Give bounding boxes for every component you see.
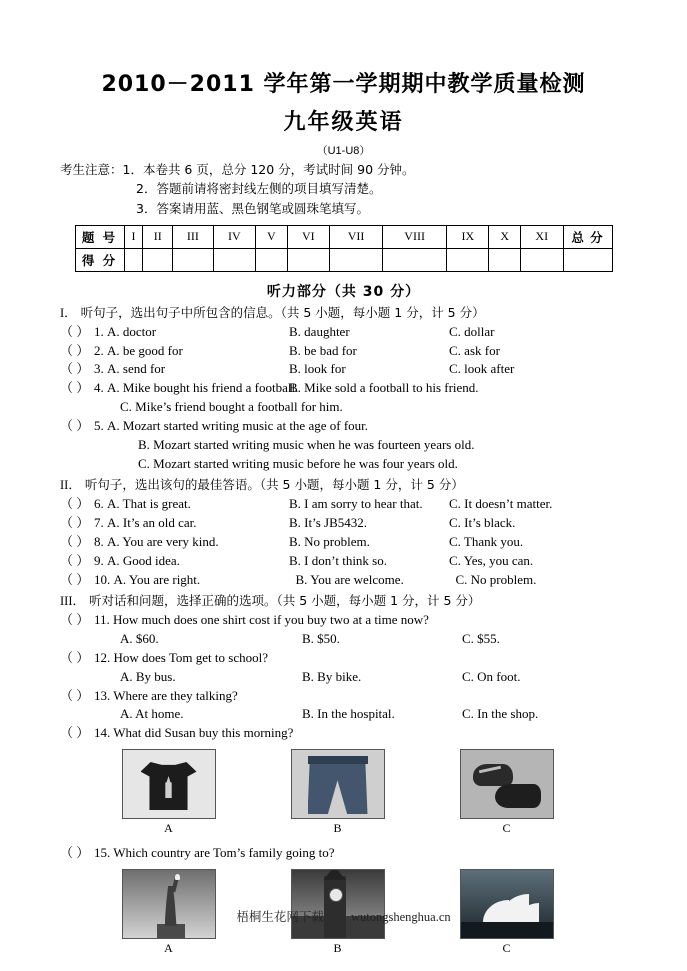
answer-blank[interactable]: （ ） [60,533,90,549]
question-text: Where are they talking? [113,687,238,703]
option-c[interactable]: C. Thank you. [449,533,524,549]
item-number: 7. [94,515,104,531]
option-b[interactable]: B. Mozart started writing music when he was fourteen years old. [138,436,475,452]
option-a[interactable]: A. $60. [120,630,159,646]
option-a[interactable]: A. You are right. [113,571,201,587]
listening-section-title: 听力部分（共 30 分） [266,283,421,300]
image-option-a[interactable] [120,749,217,836]
col-5: V [256,225,288,248]
option-c[interactable]: C. In the shop. [462,706,539,722]
item-number: 3. [94,361,104,377]
option-a[interactable]: A. At home. [120,706,184,722]
option-a[interactable]: A. That is great. [107,496,191,512]
score-cell-total[interactable] [563,248,612,271]
table-row-question-numbers [75,225,612,248]
option-a[interactable]: A. By bus. [120,668,176,684]
option-b[interactable]: B. I don’t think so. [289,552,387,568]
image-option-c[interactable] [458,749,555,836]
part-3-number: III． [60,594,85,609]
option-b[interactable]: B. $50. [302,630,340,646]
answer-blank[interactable]: （ ） [60,342,90,358]
part-3-heading [60,592,627,611]
item-number: 12. [94,649,111,665]
option-b[interactable]: B. You are welcome. [295,571,404,587]
option-b[interactable]: B. It’s JB5432. [289,515,368,531]
score-cell-4[interactable] [213,248,255,271]
option-a[interactable]: A. send for [107,361,166,377]
item-number: 6. [94,496,104,512]
question-text: How much does one shirt cost if you buy two at a time now? [113,612,429,628]
option-c[interactable]: C. On foot. [462,668,521,684]
option-a[interactable]: A. doctor [107,323,157,339]
tshirt-icon [122,749,216,819]
part-2-text: 听句子，选出该句的最佳答语。（共 5 小题，每小题 1 分，计 5 分） [84,477,464,493]
statue-of-liberty-icon [122,869,216,939]
list-item [60,514,627,533]
image-caption: A [164,821,173,836]
list-item [60,417,627,436]
option-a[interactable]: A. Good idea. [107,552,180,568]
big-ben-icon [291,869,385,939]
item-number: 13. [94,687,111,703]
option-c[interactable]: C. ask for [449,342,500,358]
list-item [60,844,627,863]
image-option-b[interactable] [289,749,386,836]
score-cell-7[interactable] [329,248,382,271]
item-number: 15. [94,845,111,861]
item-number: 8. [94,533,104,549]
score-cell-2[interactable] [143,248,173,271]
candidate-notice [60,160,627,218]
option-b[interactable]: B. I am sorry to hear that. [289,496,423,512]
list-item [60,379,627,398]
option-b[interactable]: B. be bad for [289,342,357,358]
list-item [60,649,627,668]
list-item [60,571,627,590]
score-cell-10[interactable] [489,248,521,271]
col-1: I [124,225,143,248]
part-3-text: 听对话和问题，选择正确的选项。（共 5 小题，每小题 1 分，计 5 分） [88,593,481,609]
item-number: 1. [94,323,104,339]
option-c[interactable]: C. look after [449,361,515,377]
answer-blank[interactable]: （ ） [60,361,90,377]
list-item [60,552,627,571]
footer-site-url: wutongshenghua.cn [351,910,451,924]
list-item-continuation [60,436,627,455]
answer-blank[interactable]: （ ） [60,496,90,512]
list-item [60,724,627,743]
answer-blank[interactable]: （ ） [60,687,90,703]
option-b[interactable]: B. No problem. [289,533,370,549]
score-cell-6[interactable] [287,248,329,271]
item-number: 2. [94,342,104,358]
answer-blank[interactable]: （ ） [60,571,90,587]
answer-blank[interactable]: （ ） [60,417,90,433]
col-7: VII [329,225,382,248]
list-item [60,533,627,552]
score-cell-8[interactable] [383,248,447,271]
list-item-options [60,630,627,649]
image-caption: C [502,940,511,955]
item-number: 10. [94,571,111,587]
part-1-number: I． [60,305,77,320]
score-cell-5[interactable] [256,248,288,271]
image-caption: A [164,940,173,955]
image-caption: B [333,821,342,836]
option-a[interactable]: A. Mike bought his friend a football. [107,380,299,396]
col-3: III [173,225,214,248]
option-c[interactable]: C. $55. [462,630,500,646]
part-2-number: II． [60,478,81,493]
score-cell-3[interactable] [173,248,214,271]
option-c[interactable]: C. Mike’s friend bought a football for him. [120,399,343,415]
list-item-continuation [60,455,627,474]
answer-blank[interactable]: （ ） [60,725,90,741]
col-total: 总 分 [563,225,612,248]
part-1-text: 听句子，选出句子中所包含的信息。（共 5 小题，每小题 1 分，计 5 分） [80,304,485,320]
list-item-continuation [60,398,627,417]
row-label-score: 得 分 [75,248,124,271]
option-c[interactable]: C. Mozart started writing music before he was four years old. [138,455,458,471]
list-item [60,495,627,514]
jeans-icon [291,749,385,819]
col-10: X [489,225,521,248]
col-6: VI [287,225,329,248]
list-item [60,687,627,706]
answer-blank[interactable]: （ ） [60,612,90,628]
option-a[interactable]: A. Mozart started writing music at the age of four. [107,417,369,433]
option-c[interactable]: C. Yes, you can. [449,552,534,568]
image-caption: C [502,821,511,836]
list-item [60,611,627,630]
col-4: IV [213,225,255,248]
item-number: 11. [94,612,110,628]
item-number: 14. [94,725,111,741]
option-b[interactable]: B. daughter [289,323,350,339]
unit-range-label: （U1-U8） [316,144,371,157]
list-item [60,323,627,342]
option-c[interactable]: C. It doesn’t matter. [449,496,553,512]
footer-site-name-cn: 梧桐生花网下载 [236,909,324,924]
notice-line-2: 2．答题前请将密封线左侧的项目填写清楚。 [136,181,382,197]
option-b[interactable]: B. By bike. [302,668,362,684]
option-b[interactable]: B. Mike sold a football to his friend. [289,380,479,396]
item-number: 5. [94,417,104,433]
option-c[interactable]: C. dollar [449,323,495,339]
option-b[interactable]: B. look for [289,361,346,377]
option-a[interactable]: A. You are very kind. [107,533,219,549]
page-footer [0,907,687,925]
col-11: XI [521,225,563,248]
item-number: 4. [94,380,104,396]
col-9: IX [447,225,489,248]
score-cell-11[interactable] [521,248,563,271]
notice-line-3: 3．答案请用蓝、黑色钢笔或圆珠笔填写。 [136,200,369,216]
shoes-icon [460,749,554,819]
answer-blank[interactable]: （ ） [60,649,90,665]
sydney-opera-house-icon [460,869,554,939]
part-2-heading [60,476,627,495]
page-title: 2010－2011 学年第一学期期中教学质量检测 [101,72,586,97]
score-cell-1[interactable] [124,248,143,271]
option-c[interactable]: C. It’s black. [449,515,516,531]
part-1-heading [60,304,627,323]
list-item-options [60,668,627,687]
page-subtitle: 九年级英语 [283,109,404,135]
question-text: What did Susan buy this morning? [113,725,294,741]
question-text: How does Tom get to school? [113,649,268,665]
answer-blank[interactable]: （ ） [60,323,90,339]
answer-blank[interactable]: （ ） [60,380,90,396]
answer-blank[interactable]: （ ） [60,845,90,861]
score-table [75,225,613,272]
row-label-question-number: 题 号 [75,225,124,248]
notice-line-1: 考生注意：1．本卷共 6 页，总分 120 分，考试时间 90 分钟。 [60,161,415,177]
question-text: Which country are Tom’s family going to? [113,845,335,861]
option-a[interactable]: A. be good for [107,342,183,358]
col-8: VIII [383,225,447,248]
question-14-images [60,749,627,836]
score-cell-9[interactable] [447,248,489,271]
list-item-options [60,705,627,724]
col-2: II [143,225,173,248]
item-number: 9. [94,552,104,568]
option-a[interactable]: A. It’s an old car. [107,515,197,531]
option-b[interactable]: B. In the hospital. [302,706,395,722]
answer-blank[interactable]: （ ） [60,552,90,568]
list-item [60,360,627,379]
answer-blank[interactable]: （ ） [60,515,90,531]
option-c[interactable]: C. No problem. [455,571,537,587]
table-row-scores [75,248,612,271]
list-item [60,342,627,361]
image-caption: B [333,940,342,955]
